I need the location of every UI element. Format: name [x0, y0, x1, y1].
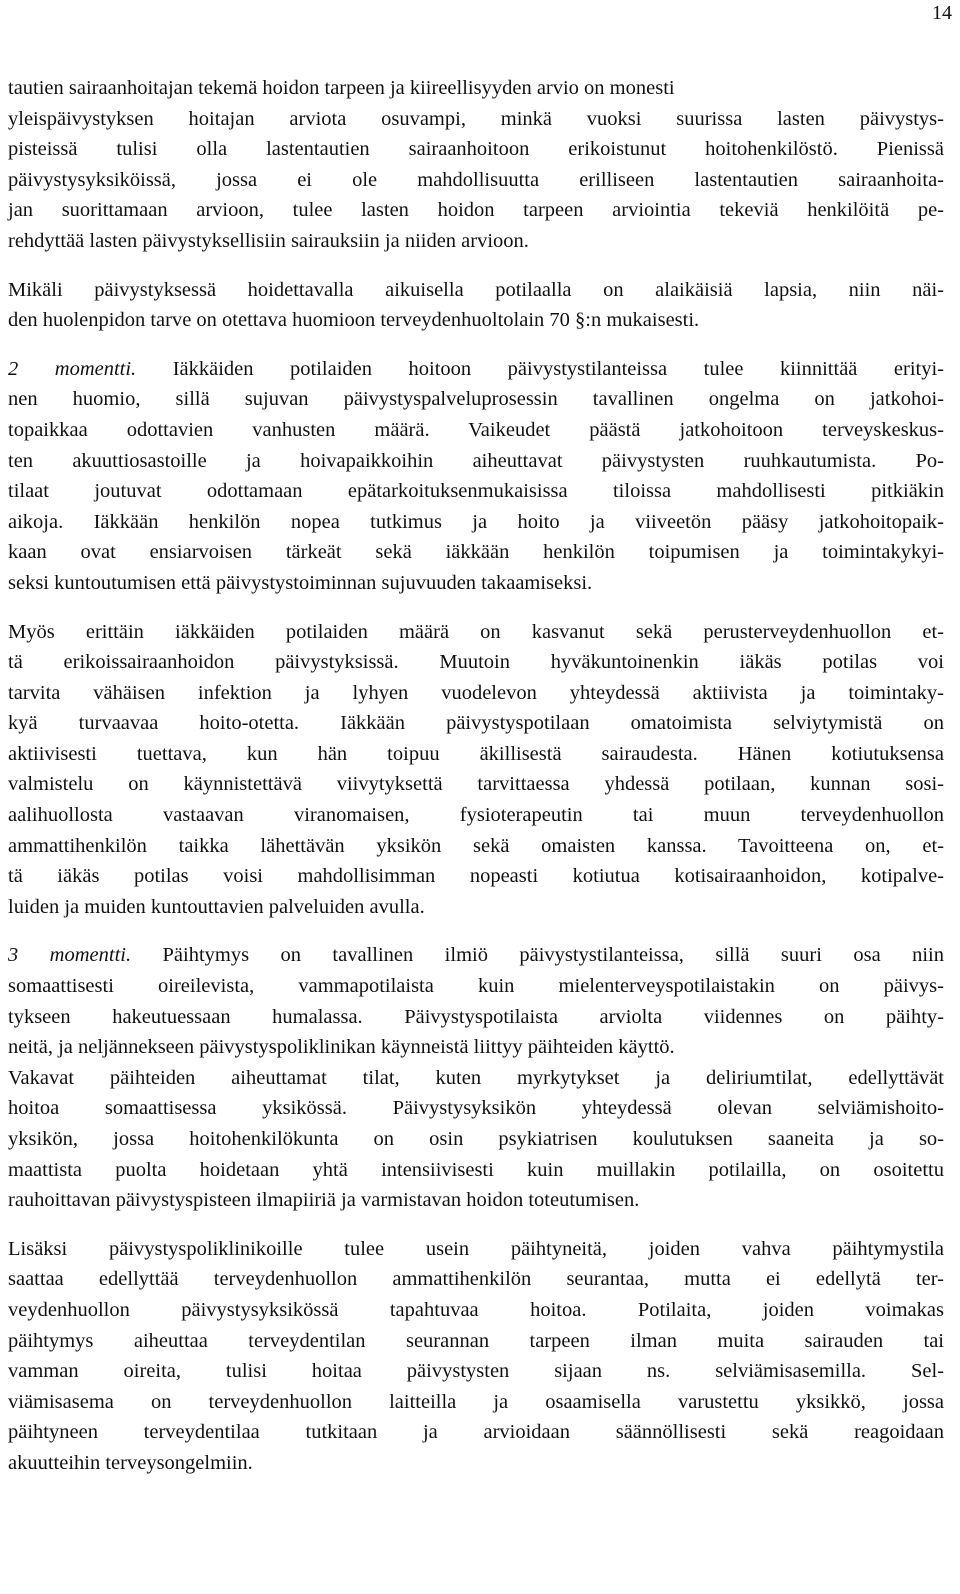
text-line — [8, 739, 944, 770]
text-line — [8, 195, 944, 226]
text-line — [8, 73, 944, 104]
line-text: päihtymys aiheuttaa terveydentilan seurannan tarpeen ilman muita sairauden tai — [8, 1329, 944, 1352]
paragraph — [8, 73, 944, 257]
line-text: kyä turvaavaa hoito-otetta. Iäkkään päivystyspotilaan omatoimista selviytymistä on — [8, 712, 944, 735]
text-line — [8, 104, 944, 135]
line-text: luiden ja muiden kuntouttavien palveluiden avulla. — [8, 895, 425, 918]
line-text: rehdyttää lasten päivystyksellisiin sairauksiin ja niiden arvioon. — [8, 229, 529, 252]
document-body — [8, 73, 944, 1497]
text-line — [8, 537, 944, 568]
line-text: Mikäli päivystyksessä hoidettavalla aikuisella potilaalla on alaikäisiä lapsia, niin näi- — [8, 278, 944, 301]
line-text: Päihtymys on tavallinen ilmiö päivystystilanteissa, sillä suuri osa niin — [131, 944, 944, 967]
line-text: ten akuuttiosastoille ja hoivapaikkoihin aiheuttavat päivystysten ruuhkautumista. Po- — [8, 449, 944, 472]
text-line — [8, 1417, 944, 1448]
text-line — [8, 1448, 944, 1479]
line-text: seksi kuntoutumisen että päivystystoiminnan sujuvuuden takaamiseksi. — [8, 571, 593, 594]
paragraph — [8, 1234, 944, 1479]
text-line — [8, 1155, 944, 1186]
line-text: yksikön, jossa hoitohenkilökunta on osin psykiatrisen koulutuksen saaneita ja so- — [8, 1128, 944, 1150]
text-line — [8, 1093, 944, 1124]
line-text: viämisasema on terveydenhuollon laitteilla ja osaamisella varustettu yksikkö, jossa — [8, 1390, 944, 1413]
text-line — [8, 446, 944, 477]
line-text: saattaa edellyttää terveydenhuollon ammattihenkilön seurantaa, mutta ei edellytä ter- — [8, 1268, 944, 1291]
text-line — [8, 476, 944, 507]
line-text: ammattihenkilön taikka lähettävän yksikön sekä omaisten kanssa. Tavoitteena on, et- — [8, 834, 944, 857]
text-line — [8, 305, 944, 336]
text-line — [8, 831, 944, 862]
line-text: aikoja. Iäkkään henkilön nopea tutkimus ja hoito ja viiveetön pääsy jatkohoitopaik- — [8, 510, 944, 533]
text-line — [8, 1264, 944, 1295]
line-text: Vakavat päihteiden aiheuttamat tilat, kuten myrkytykset ja deliriumtilat, edellyttävät — [8, 1066, 944, 1089]
line-text: Myös erittäin iäkkäiden potilaiden määrä on kasvanut sekä perusterveydenhuollon et- — [8, 620, 944, 643]
paragraph — [8, 617, 944, 923]
text-line — [8, 1032, 944, 1063]
text-line — [8, 769, 944, 800]
line-text: tarvita vähäisen infektion ja lyhyen vuodelevon yhteydessä aktiivista ja toimintaky- — [8, 681, 944, 704]
text-line — [8, 800, 944, 831]
text-line — [8, 971, 944, 1002]
line-text: kaan ovat ensiarvoisen tärkeät sekä iäkkään henkilön toipumisen ja toimintakykyi- — [8, 541, 944, 564]
text-line — [8, 1234, 944, 1265]
text-line — [8, 507, 944, 538]
text-line — [8, 1185, 944, 1216]
line-text: aktiivisesti tuettava, kun hän toipuu äkillisestä sairaudesta. Hänen kotiutuksensa — [8, 742, 944, 765]
line-text: tä erikoissairaanhoidon päivystyksissä. Muutoin hyväkuntoinenkin iäkäs potilas voi — [8, 651, 944, 674]
text-line — [8, 134, 944, 165]
line-text: topaikkaa odottavien vanhusten määrä. Vaikeudet päästä jatkohoitoon terveyskeskus- — [8, 418, 944, 441]
text-line — [8, 275, 944, 306]
line-text: aalihuollosta vastaavan viranomaisen, fysioterapeutin tai muun terveydenhuollon — [8, 804, 944, 827]
text-line — [8, 678, 944, 709]
text-line — [8, 617, 944, 648]
text-line — [8, 708, 944, 739]
line-text: Lisäksi päivystyspoliklinikoille tulee usein päihtyneitä, joiden vahva päihtymystila — [8, 1237, 944, 1260]
line-text: tilaat joutuvat odottamaan epätarkoituksenmukaisissa tiloissa mahdollisesti pitkiäkin — [8, 480, 944, 503]
line-text: veydenhuollon päivystysyksikössä tapahtuvaa hoitoa. Potilaita, joiden voimakas — [8, 1298, 944, 1321]
text-line — [8, 1356, 944, 1387]
text-line — [8, 415, 944, 446]
text-line — [8, 1002, 944, 1033]
paragraph — [8, 354, 944, 599]
line-text: hoitoa somaattisessa yksikössä. Päivystysyksikön yhteydessä olevan selviämishoito- — [8, 1097, 944, 1120]
line-text: valmistelu on käynnistettävä viivytyksettä tarvittaessa yhdessä potilaan, kunnan sosi- — [8, 773, 944, 796]
text-line — [8, 1387, 944, 1418]
paragraph — [8, 940, 944, 1215]
line-text: päivystysyksiköissä, jossa ei ole mahdollisuutta erilliseen lastentautien sairaanhoita- — [8, 168, 944, 191]
line-text: somaattisesti oireilevista, vammapotilaista kuin mielenterveyspotilaistakin on päivys- — [8, 975, 944, 998]
line-text: tautien sairaanhoitajan tekemä hoidon tarpeen ja kiireellisyyden arvio on monesti — [8, 77, 675, 99]
line-text: neitä, ja neljännekseen päivystyspoliklinikan käynneistä liittyy päihteiden käyttö. — [8, 1036, 675, 1059]
line-text: Iäkkäiden potilaiden hoitoon päivystystilanteissa tulee kiinnittää erityi- — [136, 357, 945, 380]
text-line — [8, 1295, 944, 1326]
text-line — [8, 940, 944, 971]
line-text: tykseen hakeutuessaan humalassa. Päivystyspotilaista arviolta viidennes on päihty- — [8, 1005, 944, 1028]
page-number: 14 — [932, 2, 952, 24]
text-line — [8, 861, 944, 892]
line-text: akuutteihin terveysongelmiin. — [8, 1451, 253, 1474]
text-line — [8, 1124, 944, 1155]
line-text: päihtyneen terveydentilaa tutkitaan ja arvioidaan säännöllisesti sekä reagoidaan — [8, 1421, 944, 1444]
text-line — [8, 165, 944, 196]
line-text: tä iäkäs potilas voisi mahdollisimman nopeasti kotiutua kotisairaanhoidon, kotipalve- — [8, 865, 944, 888]
line-text: pisteissä tulisi olla lastentautien sairaanhoitoon erikoistunut hoitohenkilöstö. Pienissä — [8, 138, 944, 161]
line-text: yleispäivystyksen hoitajan arviota osuvampi, minkä vuoksi suurissa lasten päivystys- — [8, 107, 944, 130]
line-text: den huolenpidon tarve on otettava huomioon terveydenhuoltolain 70 §:n mukaisesti. — [8, 309, 700, 332]
section-lead: 3 momentti. — [8, 944, 132, 967]
text-line — [8, 1326, 944, 1357]
text-line — [8, 892, 944, 923]
line-text: nen huomio, sillä sujuvan päivystyspalveluprosessin tavallinen ongelma on jatkohoi- — [8, 388, 944, 411]
line-text: vamman oireita, tulisi hoitaa päivystysten sijaan ns. selviämisasemilla. Sel- — [8, 1360, 944, 1383]
line-text: rauhoittavan päivystyspisteen ilmapiiriä ja varmistavan hoidon toteutumisen. — [8, 1189, 640, 1212]
text-line — [8, 1063, 944, 1094]
text-line — [8, 354, 944, 385]
line-text: jan suorittamaan arvioon, tulee lasten hoidon tarpeen arviointia tekeviä henkilöitä pe- — [8, 199, 944, 222]
paragraph — [8, 275, 944, 336]
text-line — [8, 647, 944, 678]
line-text: maattista puolta hoidetaan yhtä intensiivisesti kuin muillakin potilailla, on osoitettu — [8, 1158, 944, 1181]
text-line — [8, 568, 944, 599]
text-line — [8, 384, 944, 415]
section-lead: 2 momentti. — [8, 357, 137, 380]
text-line — [8, 226, 944, 257]
